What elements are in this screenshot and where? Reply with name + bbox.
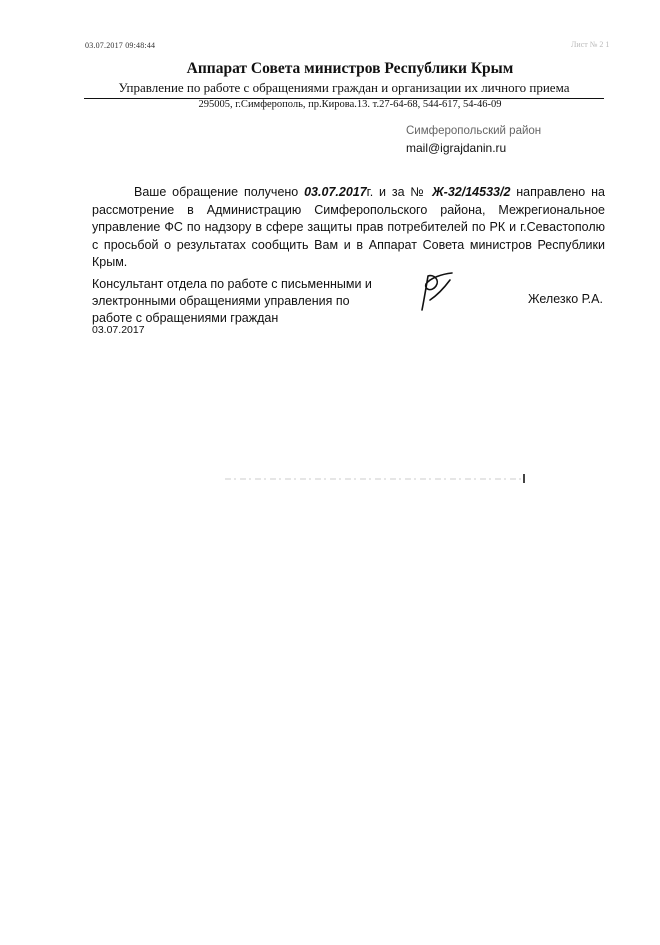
body-text-main: направлено на рассмотрение в Администрацию Симферопольского района, Межрегиональное управление ФС по надзору в сфере защиты прав потребителей по РК и г.Севастополю с просьбой о результатах сообщить Вам и в Аппарат Совета министров Республики Крым. bbox=[92, 185, 605, 269]
handwritten-signature bbox=[412, 270, 462, 314]
received-date: 03.07.2017 bbox=[304, 185, 367, 199]
recipient-block bbox=[406, 123, 541, 157]
registration-number: Ж-32/14533/2 bbox=[432, 185, 511, 199]
page-marker: Лист № 2 1 bbox=[571, 40, 610, 49]
body-text-number-prefix: г. и за № bbox=[366, 185, 433, 199]
organization-title: Аппарат Совета министров Республики Крым bbox=[186, 60, 514, 77]
signer-position: Консультант отдела по работе с письменными и электронными обращениями управления по работе с обращениями граждан bbox=[92, 277, 372, 325]
signature-date: 03.07.2017 bbox=[92, 324, 145, 336]
department-name: Управление по работе с обращениями граждан и организации их личного приема bbox=[84, 80, 604, 99]
letter-body bbox=[92, 184, 605, 272]
scan-artifact-tick bbox=[523, 474, 525, 483]
print-timestamp: 03.07.2017 09:48:44 bbox=[85, 41, 156, 50]
recipient-region: Симферопольский район bbox=[406, 125, 542, 137]
scan-artifact-line bbox=[225, 478, 525, 480]
body-text-intro: Ваше обращение получено bbox=[134, 185, 305, 199]
signer-name: Железко Р.А. bbox=[528, 292, 603, 306]
recipient-email: mail@igrajdanin.ru bbox=[406, 141, 507, 155]
organization-address: 295005, г.Симферополь, пр.Кирова.13. т.27-64-68, 544-617, 54-46-09 bbox=[198, 99, 502, 110]
